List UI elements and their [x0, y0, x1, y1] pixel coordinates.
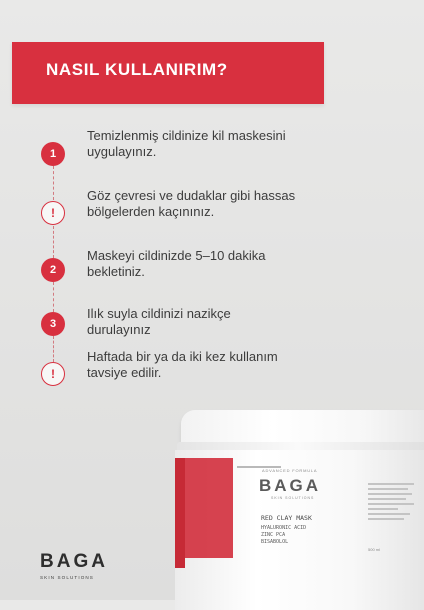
step-connector — [53, 226, 54, 258]
brand-tagline: SKIN SOLUTIONS — [40, 575, 94, 580]
step-text: Maskeyi cildinizde 5–10 dakika bekletiniz. — [87, 248, 266, 279]
jar-ingredients — [261, 525, 306, 546]
jar-product-name: RED CLAY MASK — [261, 514, 312, 522]
step-text: Ilık suyla cildinizi nazikçe durulayınız — [87, 306, 231, 337]
jar-red-band — [175, 458, 185, 568]
warning-icon: ! — [41, 201, 65, 225]
jar-logo: BAGA — [259, 476, 322, 495]
brand-name: BAGA — [40, 551, 108, 572]
jar-ingredient: HYALURONIC ACID — [261, 525, 307, 531]
jar-lid — [181, 410, 424, 446]
step-text: Temizlenmiş cildinize kil maskesini uygulayınız. — [87, 128, 286, 159]
number-3-icon: 3 — [41, 312, 65, 336]
number-2-icon: 2 — [41, 258, 65, 282]
warning-icon: ! — [41, 362, 65, 386]
step-text: Haftada bir ya da iki kez kullanım tavsiye edilir. — [87, 349, 278, 380]
jar-volume: 500 ml — [368, 547, 381, 552]
jar-side-fine-print — [368, 483, 418, 543]
jar-logo-tagline: SKIN SOLUTIONS — [271, 496, 315, 500]
number-1-icon: 1 — [41, 142, 65, 166]
product-jar-image — [175, 410, 424, 610]
step-text: Göz çevresi ve dudaklar gibi hassas bölgelerden kaçınınız. — [87, 188, 296, 219]
step-connector — [53, 282, 54, 312]
jar-formula-label: ADVANCED FORMULA — [262, 468, 318, 473]
step-connector — [53, 166, 54, 200]
jar-ingredient: BISABOLOL — [261, 539, 289, 545]
brand-logo — [40, 552, 120, 580]
jar-ingredient: ZINC PCA — [261, 532, 286, 538]
step-connector — [53, 336, 54, 362]
jar-red-label — [185, 458, 233, 558]
page-title: NASIL KULLANIRIM? — [46, 60, 228, 79]
